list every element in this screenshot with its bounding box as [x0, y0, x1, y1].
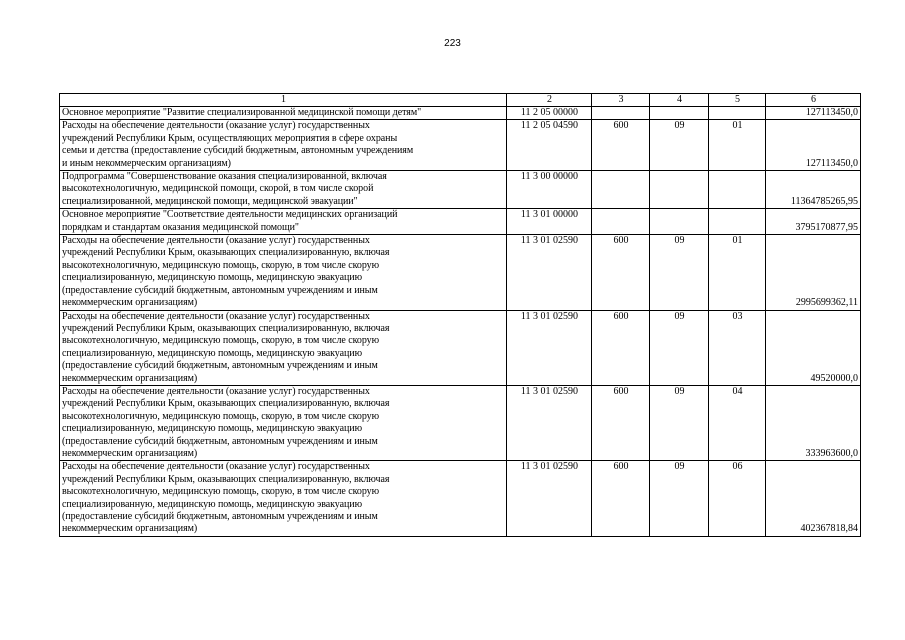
row-target-code: 11 2 05 00000	[507, 107, 592, 120]
row-expense-type	[592, 209, 650, 235]
row-subsection: 01	[709, 120, 766, 171]
description-line: Основное мероприятие "Развитие специализированной медицинской помощи детям"	[62, 107, 422, 118]
row-expense-type: 600	[592, 310, 650, 385]
header-cell-6: 6	[766, 94, 861, 107]
description-line: специализированную, медицинскую помощь, медицинскую эвакуацию	[62, 272, 363, 284]
description-line: некоммерческим организациям)	[62, 372, 198, 384]
description-line: учреждений Республики Крым, оказывающих специализированную, включая	[62, 322, 390, 334]
row-subsection: 03	[709, 310, 766, 385]
row-expense-type: 600	[592, 120, 650, 171]
table-row	[60, 209, 861, 235]
description-line: (предоставление субсидий бюджетным, автономным учреждениям и иным	[62, 360, 378, 372]
description-line: некоммерческим организациям)	[62, 447, 198, 459]
table-body	[60, 94, 861, 537]
description-line: специализированную, медицинскую помощь, медицинскую эвакуацию	[62, 498, 363, 510]
description-line: высокотехнологичную, медицинскую помощь, скорую, в том числе скорую	[62, 335, 380, 347]
table-row	[60, 235, 861, 310]
description-line: высокотехнологичную, медицинской помощи, скорой, в том числе скорой	[62, 183, 374, 195]
table-row	[60, 171, 861, 209]
row-description	[60, 120, 507, 171]
description-line: учреждений Республики Крым, оказывающих специализированную, включая	[62, 247, 390, 259]
description-line: Основное мероприятие "Соответствие деятельности медицинских организаций	[62, 209, 398, 221]
description-line: Расходы на обеспечение деятельности (оказание услуг) государственных	[62, 235, 370, 247]
row-amount: 127113450,0	[766, 120, 861, 171]
row-subsection	[709, 209, 766, 235]
table-row	[60, 385, 861, 460]
description-line: (предоставление субсидий бюджетным, автономным учреждениям и иным	[62, 511, 378, 522]
description-line: порядкам и стандартам оказания медицинской помощи"	[62, 221, 299, 233]
row-target-code: 11 3 01 02590	[507, 385, 592, 460]
row-section	[650, 171, 709, 209]
row-description	[60, 209, 507, 235]
description-line: семьи и детства (предоставление субсидий бюджетным, автономным учреждениям	[62, 145, 414, 157]
row-target-code: 11 3 01 02590	[507, 235, 592, 310]
description-line: специализированной, медицинской помощи, медицинской эвакуации"	[62, 195, 358, 207]
row-target-code: 11 3 01 02590	[507, 461, 592, 536]
table-row	[60, 310, 861, 385]
row-section: 09	[650, 461, 709, 536]
row-section: 09	[650, 120, 709, 171]
description-line: высокотехнологичную, медицинскую помощь, скорую, в том числе скорую	[62, 410, 380, 422]
row-description	[60, 310, 507, 385]
table-row	[60, 107, 861, 120]
header-cell-5: 5	[709, 94, 766, 107]
description-line: специализированную, медицинскую помощь, медицинскую эвакуацию	[62, 347, 363, 359]
description-line: специализированную, медицинскую помощь, медицинскую эвакуацию	[62, 423, 363, 435]
row-description	[60, 235, 507, 310]
row-subsection	[709, 171, 766, 209]
row-section: 09	[650, 235, 709, 310]
row-amount: 127113450,0	[766, 107, 861, 120]
row-subsection	[709, 107, 766, 120]
row-target-code: 11 3 01 00000	[507, 209, 592, 235]
row-subsection: 06	[709, 461, 766, 536]
table-row	[60, 120, 861, 171]
description-line: учреждений Республики Крым, осуществляющих мероприятия в сфере охраны	[62, 132, 398, 144]
budget-table	[59, 93, 861, 537]
page-number: 223	[444, 38, 461, 49]
description-line: и иным некоммерческим организациям)	[62, 157, 231, 169]
row-description	[60, 171, 507, 209]
description-line: Расходы на обеспечение деятельности (оказание услуг) государственных	[62, 385, 370, 397]
row-description	[60, 461, 507, 536]
row-target-code: 11 3 00 00000	[507, 171, 592, 209]
table-header-row	[60, 94, 861, 107]
row-amount: 2995699362,11	[766, 235, 861, 310]
row-description	[60, 107, 507, 120]
description-line: Расходы на обеспечение деятельности (оказание услуг) государственных	[62, 310, 370, 322]
row-amount: 333963600,0	[766, 385, 861, 460]
header-cell-1: 1	[60, 94, 507, 107]
row-section	[650, 107, 709, 120]
description-line: некоммерческим организациям)	[62, 523, 198, 535]
row-subsection: 01	[709, 235, 766, 310]
description-line: учреждений Республики Крым, оказывающих специализированную, включая	[62, 473, 390, 485]
description-line: (предоставление субсидий бюджетным, автономным учреждениям и иным	[62, 284, 378, 296]
row-expense-type	[592, 171, 650, 209]
row-section: 09	[650, 385, 709, 460]
description-line: (предоставление субсидий бюджетным, автономным учреждениям и иным	[62, 435, 378, 447]
header-cell-2: 2	[507, 94, 592, 107]
description-line: высокотехнологичную, медицинскую помощь, скорую, в том числе скорую	[62, 486, 380, 498]
row-amount: 3795170877,95	[766, 209, 861, 235]
table-row	[60, 461, 861, 536]
row-description	[60, 385, 507, 460]
row-expense-type	[592, 107, 650, 120]
row-amount: 11364785265,95	[766, 171, 861, 209]
row-subsection: 04	[709, 385, 766, 460]
description-line: некоммерческим организациям)	[62, 297, 198, 309]
description-line: Расходы на обеспечение деятельности (оказание услуг) государственных	[62, 461, 370, 473]
row-amount: 402367818,84	[766, 461, 861, 536]
header-cell-4: 4	[650, 94, 709, 107]
row-expense-type: 600	[592, 235, 650, 310]
description-line: высокотехнологичную, медицинскую помощь, скорую, в том числе скорую	[62, 259, 380, 271]
description-line: учреждений Республики Крым, оказывающих специализированную, включая	[62, 398, 390, 410]
row-section: 09	[650, 310, 709, 385]
row-target-code: 11 3 01 02590	[507, 310, 592, 385]
description-line: Расходы на обеспечение деятельности (оказание услуг) государственных	[62, 120, 370, 132]
row-target-code: 11 2 05 04590	[507, 120, 592, 171]
row-expense-type: 600	[592, 385, 650, 460]
header-cell-3: 3	[592, 94, 650, 107]
row-expense-type: 600	[592, 461, 650, 536]
row-amount: 49520000,0	[766, 310, 861, 385]
description-line: Подпрограмма "Совершенствование оказания специализированной, включая	[62, 171, 387, 183]
row-section	[650, 209, 709, 235]
